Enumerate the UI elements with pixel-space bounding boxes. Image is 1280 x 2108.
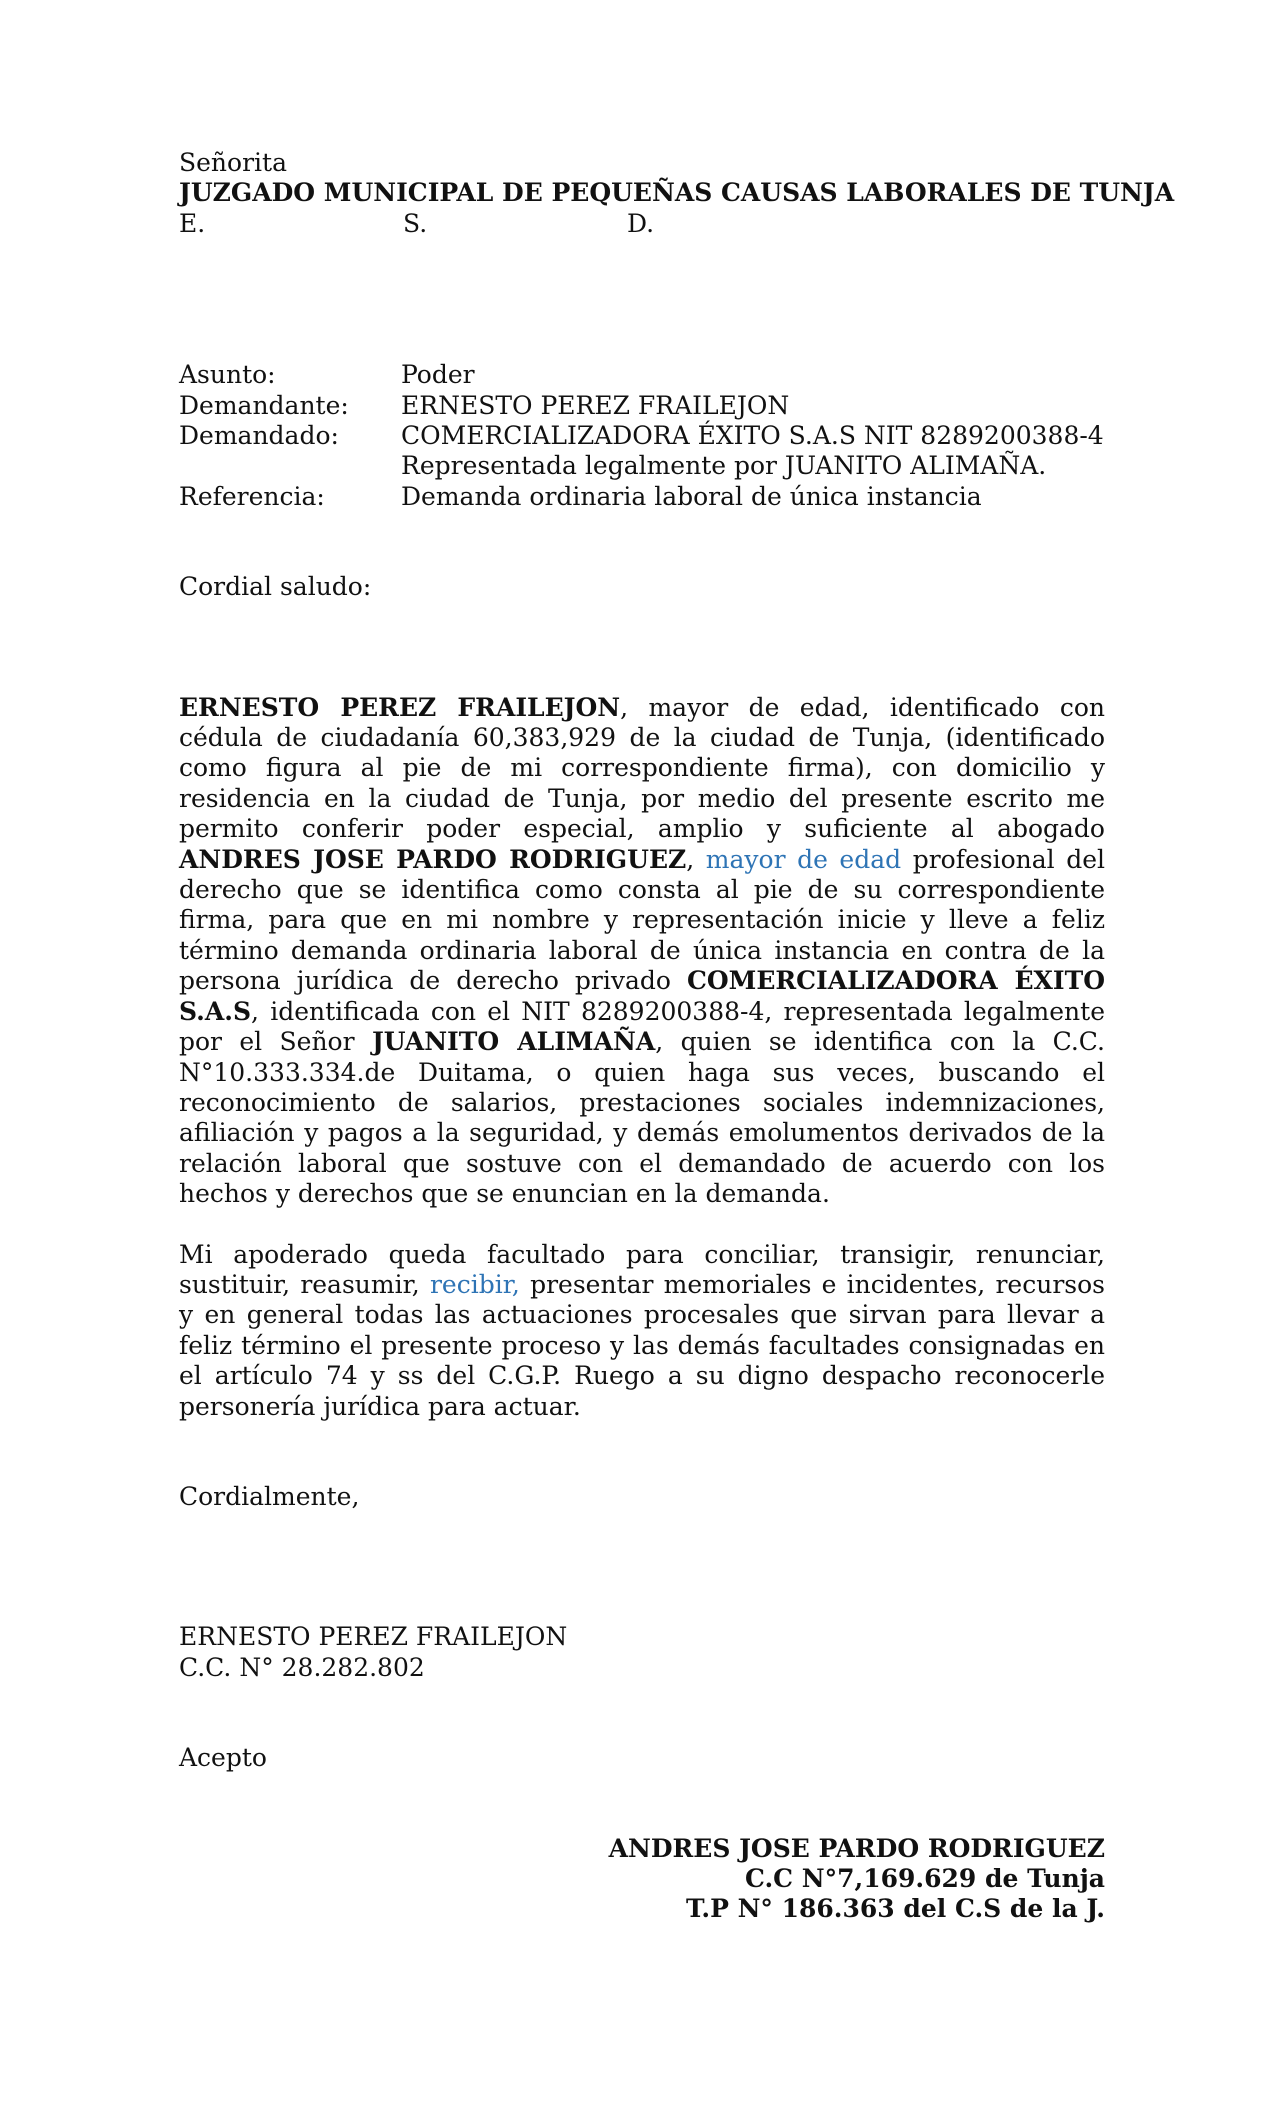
ref-row-demandante bbox=[179, 391, 1105, 421]
lawyer-signature-name: ANDRES JOSE PARDO RODRIGUEZ bbox=[608, 1833, 1105, 1863]
ref-label: Demandante: bbox=[179, 390, 349, 420]
ref-row-asunto bbox=[179, 360, 1105, 390]
salutation: Señorita bbox=[179, 148, 287, 177]
grantor-signature-block bbox=[179, 1622, 1105, 1683]
ref-value: Poder bbox=[401, 360, 475, 390]
paragraph-text: profesional del derecho que se identifica como consta al pie de su correspondiente firma, para que en mi nombre y representación inicie y lleve a feliz término demanda ordinaria laboral de única instancia en contra de la persona jurídica de derecho privado bbox=[179, 844, 1106, 996]
highlighted-text: mayor de edad bbox=[705, 844, 902, 874]
grantor-id: C.C. N° 28.282.802 bbox=[179, 1652, 425, 1682]
ref-label: Demandado: bbox=[179, 421, 339, 451]
lawyer-cc: C.C N°7,169.629 de Tunja bbox=[745, 1864, 1105, 1894]
reference-block bbox=[179, 360, 1105, 512]
ref-row-representada bbox=[179, 451, 1105, 481]
ref-value: COMERCIALIZADORA ÉXITO S.A.S NIT 8289200388-4 bbox=[401, 421, 1104, 451]
paragraph-text: , mayor de edad, identificado con cédula de ciudadanía 60,383,929 de la ciudad de Tunja, (identificado como figura al pie de mi correspondiente firma), con domicilio y residencia en la ciudad de Tunja, por medio del presente escrito me permito conferir poder especial, amplio y suficiente al abogado bbox=[179, 692, 1105, 844]
court-name: JUZGADO MUNICIPAL DE PEQUEÑAS CAUSAS LABORALES DE TUNJA bbox=[179, 178, 1175, 208]
lawyer-tp: T.P N° 186.363 del C.S de la J. bbox=[685, 1894, 1105, 1924]
esd-d: D. bbox=[627, 208, 655, 238]
lawyer-name: ANDRES JOSE PARDO RODRIGUEZ bbox=[179, 844, 687, 874]
ref-label: Referencia: bbox=[179, 481, 325, 511]
body-paragraph-2 bbox=[179, 1240, 1105, 1422]
ref-label: Asunto: bbox=[179, 360, 276, 390]
ref-row-demandado bbox=[179, 421, 1105, 451]
esd-s: S. bbox=[403, 208, 428, 238]
letter-page bbox=[179, 148, 1175, 1925]
paragraph-text: , identificada con el NIT 8289200388-4, representada legalmente por el Señor bbox=[179, 996, 1105, 1057]
paragraph-text: presentar memoriales e incidentes, recursos y en general todas las actuaciones procesales que sirvan para llevar a feliz término el presente proceso y las demás facultades consignadas en el artículo 74 y ss del C.G.P. Ruego a su digno despacho reconocerle personería jurídica para actuar. bbox=[179, 1269, 1105, 1421]
ref-row-referencia bbox=[179, 482, 1105, 512]
representative-name: JUANITO ALIMAÑA bbox=[371, 1027, 656, 1057]
ref-value: Representada legalmente por JUANITO ALIMAÑA. bbox=[401, 451, 1047, 481]
letter-header bbox=[179, 148, 1175, 239]
ref-value: Demanda ordinaria laboral de única instancia bbox=[401, 481, 982, 511]
closing: Cordialmente, bbox=[179, 1481, 360, 1511]
acceptance-label: Acepto bbox=[179, 1743, 267, 1773]
ref-value: ERNESTO PEREZ FRAILEJON bbox=[401, 390, 790, 420]
esd-line bbox=[179, 209, 1105, 239]
lawyer-signature-block bbox=[179, 1834, 1105, 1925]
paragraph-text: Mi apoderado queda facultado para conciliar, transigir, renunciar, sustituir, reasumir, bbox=[179, 1239, 1105, 1299]
paragraph-text: , quien se identifica con la C.C. N°10.333.334.de Duitama, o quien haga sus veces, buscando el reconocimiento de salarios, prestaciones sociales indemnizaciones, afiliación y pagos a la seguridad, y demás emolumentos derivados de la relación laboral que sostuve con el demandado de acuerdo con los hechos y derechos que se enuncian en la demanda. bbox=[179, 1027, 1105, 1209]
paragraph-text: , bbox=[686, 844, 706, 874]
esd-e: E. bbox=[179, 208, 206, 238]
grantor-signature-name: ERNESTO PEREZ FRAILEJON bbox=[179, 1622, 568, 1652]
greeting: Cordial saludo: bbox=[179, 572, 372, 602]
body-paragraph-1 bbox=[179, 693, 1105, 1210]
company-name: COMERCIALIZADORA ÉXITO S.A.S bbox=[179, 966, 1105, 1026]
grantor-name: ERNESTO PEREZ FRAILEJON bbox=[179, 692, 621, 722]
highlighted-text: recibir, bbox=[429, 1269, 520, 1299]
ref-label bbox=[179, 451, 401, 481]
